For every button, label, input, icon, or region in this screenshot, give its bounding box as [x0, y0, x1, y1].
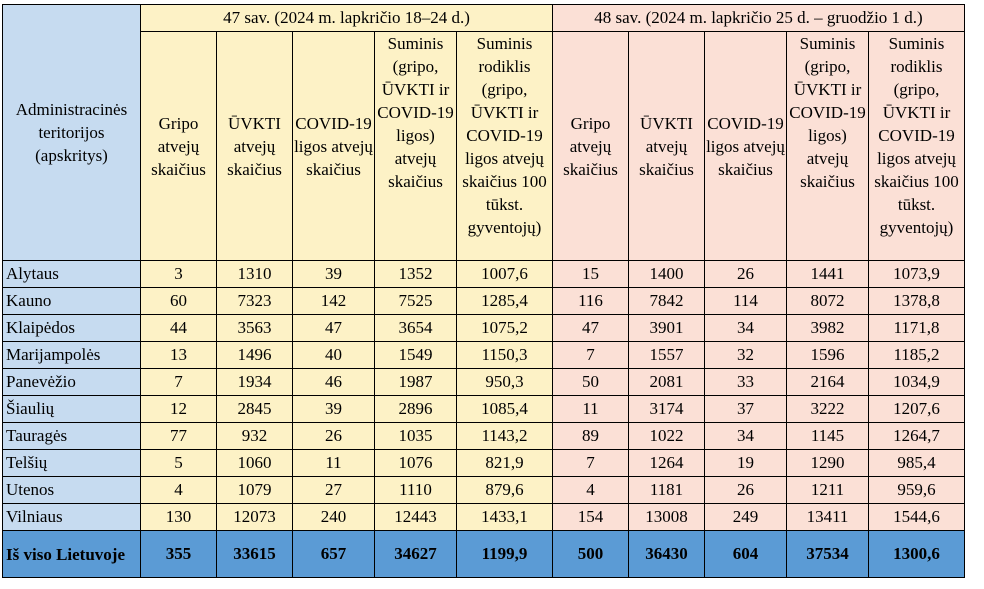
table-cell: 15 — [553, 261, 629, 288]
table-cell: 77 — [141, 423, 217, 450]
table-row — [3, 423, 965, 450]
table-cell: 32 — [705, 342, 787, 369]
table-cell: 1433,1 — [457, 504, 553, 531]
w48-uvkti-header: ŪVKTI atvejų skaičius — [629, 32, 705, 261]
total-cell: 355 — [141, 531, 217, 578]
table-cell: 1185,2 — [869, 342, 965, 369]
table-cell: 1549 — [375, 342, 457, 369]
table-cell: 1181 — [629, 477, 705, 504]
table-cell: 1264,7 — [869, 423, 965, 450]
table-cell: 2845 — [217, 396, 293, 423]
table-cell: 950,3 — [457, 369, 553, 396]
table-cell: 3982 — [787, 315, 869, 342]
table-cell: 7323 — [217, 288, 293, 315]
table-cell: 1085,4 — [457, 396, 553, 423]
table-cell: 47 — [553, 315, 629, 342]
table-cell: 89 — [553, 423, 629, 450]
table-cell: 154 — [553, 504, 629, 531]
w47-rate-header: Suminis rodiklis (gripo, ŪVKTI ir COVID-19 ligos atvejų skaičius 100 tūkst. gyventojų) — [457, 32, 553, 261]
w48-flu-header: Gripo atvejų skaičius — [553, 32, 629, 261]
table-cell: 1987 — [375, 369, 457, 396]
total-cell: 604 — [705, 531, 787, 578]
table-cell: 130 — [141, 504, 217, 531]
table-cell: 1143,2 — [457, 423, 553, 450]
total-cell: 1199,9 — [457, 531, 553, 578]
table-cell: 1145 — [787, 423, 869, 450]
table-cell: 1022 — [629, 423, 705, 450]
week47-header: 47 sav. (2024 m. lapkričio 18–24 d.) — [141, 5, 553, 32]
table-cell: 11 — [293, 450, 375, 477]
total-cell: 657 — [293, 531, 375, 578]
w47-covid-header: COVID-19 ligos atvejų skaičius — [293, 32, 375, 261]
table-cell: 60 — [141, 288, 217, 315]
table-cell: 1034,9 — [869, 369, 965, 396]
table-cell: 1075,2 — [457, 315, 553, 342]
table-cell: 12073 — [217, 504, 293, 531]
table-cell: 3654 — [375, 315, 457, 342]
total-cell: 500 — [553, 531, 629, 578]
table-cell: 1150,3 — [457, 342, 553, 369]
territory-name: Marijampolės — [3, 342, 141, 369]
table-cell: 7 — [553, 342, 629, 369]
table-cell: 821,9 — [457, 450, 553, 477]
table-cell: 34 — [705, 423, 787, 450]
table-cell: 1171,8 — [869, 315, 965, 342]
total-label: Iš viso Lietuvoje — [3, 531, 141, 578]
table-cell: 1076 — [375, 450, 457, 477]
week48-header: 48 sav. (2024 m. lapkričio 25 d. – gruodžio 1 d.) — [553, 5, 965, 32]
table-cell: 1110 — [375, 477, 457, 504]
table-cell: 1285,4 — [457, 288, 553, 315]
territory-name: Telšių — [3, 450, 141, 477]
table-cell: 12443 — [375, 504, 457, 531]
table-cell: 50 — [553, 369, 629, 396]
territory-name: Vilniaus — [3, 504, 141, 531]
w48-rate-header: Suminis rodiklis (gripo, ŪVKTI ir COVID-19 ligos atvejų skaičius 100 tūkst. gyventojų) — [869, 32, 965, 261]
table-cell: 1557 — [629, 342, 705, 369]
table-cell: 2896 — [375, 396, 457, 423]
table-cell: 4 — [553, 477, 629, 504]
table-cell: 1079 — [217, 477, 293, 504]
table-cell: 37 — [705, 396, 787, 423]
table-cell: 249 — [705, 504, 787, 531]
total-cell: 36430 — [629, 531, 705, 578]
table-cell: 26 — [705, 261, 787, 288]
table-row — [3, 342, 965, 369]
table-row — [3, 504, 965, 531]
w48-total-header: Suminis (gripo, ŪVKTI ir COVID-19 ligos) atvejų skaičius — [787, 32, 869, 261]
table-cell: 1035 — [375, 423, 457, 450]
total-cell: 33615 — [217, 531, 293, 578]
table-cell: 8072 — [787, 288, 869, 315]
territory-name: Kauno — [3, 288, 141, 315]
table-cell: 33 — [705, 369, 787, 396]
table-cell: 19 — [705, 450, 787, 477]
table-cell: 1211 — [787, 477, 869, 504]
table-cell: 34 — [705, 315, 787, 342]
table-cell: 3 — [141, 261, 217, 288]
table-row — [3, 477, 965, 504]
table-cell: 932 — [217, 423, 293, 450]
table-row — [3, 396, 965, 423]
table-cell: 142 — [293, 288, 375, 315]
table-cell: 1400 — [629, 261, 705, 288]
table-cell: 7525 — [375, 288, 457, 315]
table-cell: 4 — [141, 477, 217, 504]
table-cell: 12 — [141, 396, 217, 423]
respiratory-cases-table — [2, 4, 965, 578]
table-cell: 985,4 — [869, 450, 965, 477]
table-row — [3, 315, 965, 342]
territory-name: Utenos — [3, 477, 141, 504]
table-cell: 1060 — [217, 450, 293, 477]
table-cell: 240 — [293, 504, 375, 531]
table-cell: 2164 — [787, 369, 869, 396]
table-cell: 1378,8 — [869, 288, 965, 315]
table-cell: 959,6 — [869, 477, 965, 504]
table-cell: 1207,6 — [869, 396, 965, 423]
table-cell: 1007,6 — [457, 261, 553, 288]
w47-flu-header: Gripo atvejų skaičius — [141, 32, 217, 261]
table-cell: 26 — [293, 423, 375, 450]
total-row — [3, 531, 965, 578]
table-cell: 116 — [553, 288, 629, 315]
table-cell: 1596 — [787, 342, 869, 369]
table-cell: 26 — [705, 477, 787, 504]
territory-name: Alytaus — [3, 261, 141, 288]
table-cell: 7 — [553, 450, 629, 477]
total-cell: 37534 — [787, 531, 869, 578]
table-cell: 2081 — [629, 369, 705, 396]
table-cell: 39 — [293, 396, 375, 423]
table-cell: 1290 — [787, 450, 869, 477]
table-cell: 47 — [293, 315, 375, 342]
table-cell: 114 — [705, 288, 787, 315]
table-cell: 879,6 — [457, 477, 553, 504]
table-cell: 7 — [141, 369, 217, 396]
w48-covid-header: COVID-19 ligos atvejų skaičius — [705, 32, 787, 261]
table-cell: 1352 — [375, 261, 457, 288]
table-cell: 1934 — [217, 369, 293, 396]
table-cell: 40 — [293, 342, 375, 369]
table-cell: 3563 — [217, 315, 293, 342]
table-cell: 1496 — [217, 342, 293, 369]
table-row — [3, 450, 965, 477]
table-row — [3, 288, 965, 315]
table-row — [3, 369, 965, 396]
total-cell: 1300,6 — [869, 531, 965, 578]
table-cell: 13 — [141, 342, 217, 369]
table-cell: 13411 — [787, 504, 869, 531]
table-cell: 7842 — [629, 288, 705, 315]
w47-total-header: Suminis (gripo, ŪVKTI ir COVID-19 ligos) atvejų skaičius — [375, 32, 457, 261]
territory-header: Administracinės teritorijos (apskritys) — [3, 5, 141, 261]
territory-name: Šiaulių — [3, 396, 141, 423]
table-cell: 11 — [553, 396, 629, 423]
table-cell: 3901 — [629, 315, 705, 342]
total-cell: 34627 — [375, 531, 457, 578]
table-cell: 1073,9 — [869, 261, 965, 288]
table-cell: 1310 — [217, 261, 293, 288]
table-row — [3, 261, 965, 288]
table-cell: 1441 — [787, 261, 869, 288]
table-cell: 3174 — [629, 396, 705, 423]
w47-uvkti-header: ŪVKTI atvejų skaičius — [217, 32, 293, 261]
table-cell: 1544,6 — [869, 504, 965, 531]
table-cell: 46 — [293, 369, 375, 396]
territory-name: Panevėžio — [3, 369, 141, 396]
table-body — [3, 261, 965, 531]
table-cell: 39 — [293, 261, 375, 288]
table-cell: 5 — [141, 450, 217, 477]
territory-name: Tauragės — [3, 423, 141, 450]
table-cell: 44 — [141, 315, 217, 342]
table-cell: 27 — [293, 477, 375, 504]
territory-name: Klaipėdos — [3, 315, 141, 342]
table-cell: 13008 — [629, 504, 705, 531]
table-cell: 3222 — [787, 396, 869, 423]
table-cell: 1264 — [629, 450, 705, 477]
